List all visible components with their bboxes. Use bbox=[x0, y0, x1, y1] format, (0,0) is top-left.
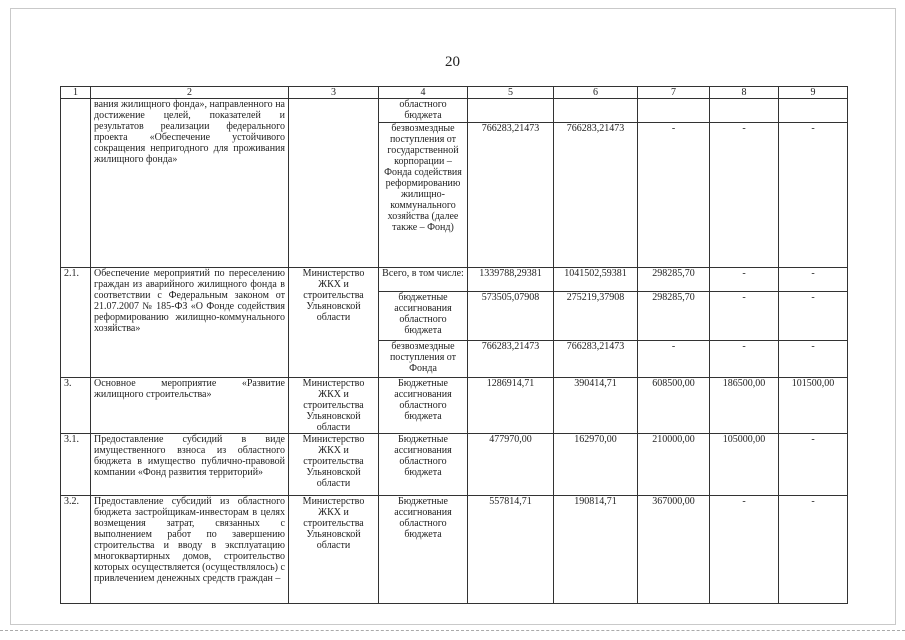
cell-c7: 298285,70 bbox=[638, 268, 710, 292]
funding-source: Бюджетные ассигнования областного бюджета bbox=[379, 496, 468, 604]
cell-c6: 1041502,59381 bbox=[554, 268, 638, 292]
funding-source: безвозмездные поступления от Фонда bbox=[379, 341, 468, 378]
row-number: 3. bbox=[61, 378, 91, 434]
cell-c7: 608500,00 bbox=[638, 378, 710, 434]
cell-c8: - bbox=[710, 123, 779, 268]
cell-c9: - bbox=[779, 341, 848, 378]
cell-c8: 186500,00 bbox=[710, 378, 779, 434]
row-number: 3.1. bbox=[61, 434, 91, 496]
cell-c8: - bbox=[710, 341, 779, 378]
cell-c6: 766283,21473 bbox=[554, 123, 638, 268]
column-header: 2 bbox=[91, 87, 289, 99]
row-executor: Министерство ЖКХ и строительства Ульяновской области bbox=[289, 378, 379, 434]
cell-c7: - bbox=[638, 341, 710, 378]
cell-c9: - bbox=[779, 496, 848, 604]
row-executor: Министерство ЖКХ и строительства Ульяновской области bbox=[289, 434, 379, 496]
funding-source: Бюджетные ассигнования областного бюджета bbox=[379, 434, 468, 496]
row-executor: Министерство ЖКХ и строительства Ульяновской области bbox=[289, 496, 379, 604]
cell-c7 bbox=[638, 99, 710, 123]
cell-c5: 1286914,71 bbox=[468, 378, 554, 434]
cell-c9: - bbox=[779, 434, 848, 496]
row-description: Основное мероприятие «Развитие жилищного строительства» bbox=[91, 378, 289, 434]
header-row bbox=[61, 87, 848, 99]
cell-c5: 766283,21473 bbox=[468, 123, 554, 268]
table-row bbox=[61, 496, 848, 604]
cell-c8: - bbox=[710, 268, 779, 292]
page-bottom-rule bbox=[0, 630, 905, 631]
column-header: 4 bbox=[379, 87, 468, 99]
funding-source: бюджетные ассигнования областного бюджета bbox=[379, 292, 468, 341]
table-row bbox=[61, 268, 848, 292]
cell-c5: 573505,07908 bbox=[468, 292, 554, 341]
row-description: Предоставление субсидий в виде имущественного взноса из областного бюджета в имущество публично-правовой компании «Фонд развития территорий» bbox=[91, 434, 289, 496]
table-row bbox=[61, 434, 848, 496]
row-number: 2.1. bbox=[61, 268, 91, 378]
cell-c6: 390414,71 bbox=[554, 378, 638, 434]
cell-c9: - bbox=[779, 268, 848, 292]
row-description: вания жилищного фонда», направленного на достижение целей, показателей и результатов реализации федерального проекта «Обеспечение устойчивого сокращения непригодного для проживания жилищного фонда» bbox=[91, 99, 289, 268]
cell-c7: 298285,70 bbox=[638, 292, 710, 341]
cell-c8: 105000,00 bbox=[710, 434, 779, 496]
cell-c5 bbox=[468, 99, 554, 123]
cell-c9: - bbox=[779, 292, 848, 341]
cell-c6: 275219,37908 bbox=[554, 292, 638, 341]
cell-c5: 477970,00 bbox=[468, 434, 554, 496]
funding-source: областного бюджета bbox=[379, 99, 468, 123]
funding-source: Бюджетные ассигнования областного бюджета bbox=[379, 378, 468, 434]
cell-c6: 162970,00 bbox=[554, 434, 638, 496]
row-description: Обеспечение мероприятий по переселению граждан из аварийного жилищного фонда в соответствии с Федеральным законом от 21.07.2007 № 185-ФЗ «О Фонде содействия реформированию жилищно-коммунального хозяйства» bbox=[91, 268, 289, 378]
cell-c7: 210000,00 bbox=[638, 434, 710, 496]
row-executor bbox=[289, 99, 379, 268]
column-header: 8 bbox=[710, 87, 779, 99]
row-executor: Министерство ЖКХ и строительства Ульяновской области bbox=[289, 268, 379, 378]
cell-c6 bbox=[554, 99, 638, 123]
column-header: 6 bbox=[554, 87, 638, 99]
cell-c9: - bbox=[779, 123, 848, 268]
cell-c5: 766283,21473 bbox=[468, 341, 554, 378]
column-header: 5 bbox=[468, 87, 554, 99]
cell-c6: 190814,71 bbox=[554, 496, 638, 604]
row-number: 3.2. bbox=[61, 496, 91, 604]
column-header: 7 bbox=[638, 87, 710, 99]
row-number bbox=[61, 99, 91, 268]
cell-c8: - bbox=[710, 292, 779, 341]
cell-c5: 1339788,29381 bbox=[468, 268, 554, 292]
column-header: 9 bbox=[779, 87, 848, 99]
cell-c5: 557814,71 bbox=[468, 496, 554, 604]
table-row bbox=[61, 99, 848, 123]
table-row bbox=[61, 378, 848, 434]
column-header: 3 bbox=[289, 87, 379, 99]
cell-c8: - bbox=[710, 496, 779, 604]
budget-table bbox=[60, 86, 848, 604]
cell-c7: 367000,00 bbox=[638, 496, 710, 604]
row-description: Предоставление субсидий из областного бюджета застройщикам-инвесторам в целях возмещения затрат, связанных с выполнением работ по завершению строительства и вводу в эксплуатацию многоквартирных домов, строительство которых осуществляется (осуществлялось) с привлечением денежных средств граждан – bbox=[91, 496, 289, 604]
cell-c7: - bbox=[638, 123, 710, 268]
funding-source: Всего, в том числе: bbox=[379, 268, 468, 292]
funding-source: безвозмездные поступления от государственной корпорации – Фонда содействия реформированию жилищно-коммунального хозяйства (далее также – Фонд) bbox=[379, 123, 468, 268]
cell-c6: 766283,21473 bbox=[554, 341, 638, 378]
cell-c8 bbox=[710, 99, 779, 123]
cell-c9 bbox=[779, 99, 848, 123]
column-header: 1 bbox=[61, 87, 91, 99]
page-number: 20 bbox=[445, 54, 460, 70]
cell-c9: 101500,00 bbox=[779, 378, 848, 434]
